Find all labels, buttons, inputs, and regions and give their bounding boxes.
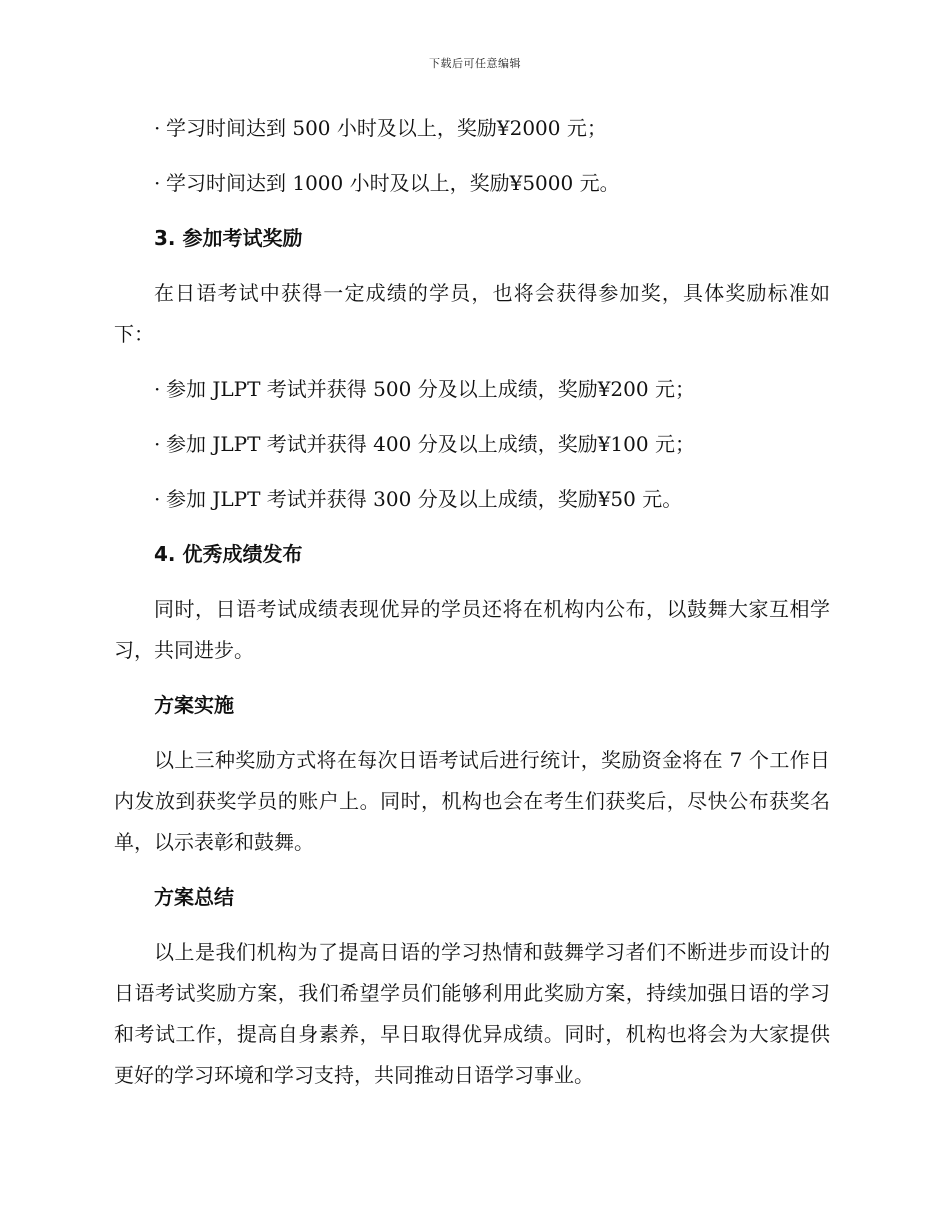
- paragraph: 在日语考试中获得一定成绩的学员，也将会获得参加奖，具体奖励标准如下：: [114, 281, 830, 346]
- paragraph: 以上是我们机构为了提高日语的学习热情和鼓舞学习者们不断进步而设计的日语考试奖励方案，我们希望学员们能够利用此奖励方案，持续加强日语的学习和考试工作，提高自身素养，早日取得优异成绩。同时，机构也将会为大家提供更好的学习环境和学习支持，共同推动日语学习事业。: [114, 940, 830, 1087]
- bullet-icon: ·: [154, 116, 161, 140]
- list-item: [154, 108, 830, 149]
- list-item-text: 参加 JLPT 考试并获得 300 分及以上成绩，奖励¥50 元。: [166, 487, 683, 511]
- section-heading: 方案实施: [154, 693, 234, 717]
- bullet-icon: ·: [154, 432, 161, 456]
- section-heading: 方案总结: [154, 885, 234, 909]
- list-item-text: 学习时间达到 500 小时及以上，奖励¥2000 元；: [166, 116, 607, 140]
- bullet-icon: ·: [154, 487, 161, 511]
- list-item: [154, 163, 830, 204]
- list-item: [154, 369, 830, 410]
- page-header-note: 下载后可任意编辑: [429, 57, 521, 70]
- list-item: [154, 424, 830, 465]
- section-heading: 3. 参加考试奖励: [154, 226, 303, 250]
- bullet-icon: ·: [154, 377, 161, 401]
- list-item-text: 学习时间达到 1000 小时及以上，奖励¥5000 元。: [166, 171, 620, 195]
- list-item: [154, 479, 830, 520]
- list-item-text: 参加 JLPT 考试并获得 400 分及以上成绩，奖励¥100 元；: [166, 432, 695, 456]
- bullet-icon: ·: [154, 171, 161, 195]
- document-body: [114, 108, 830, 1110]
- section-heading: 4. 优秀成绩发布: [154, 542, 303, 566]
- list-item-text: 参加 JLPT 考试并获得 500 分及以上成绩，奖励¥200 元；: [166, 377, 695, 401]
- paragraph: 以上三种奖励方式将在每次日语考试后进行统计，奖励资金将在 7 个工作日内发放到获奖学员的账户上。同时，机构也会在考生们获奖后，尽快公布获奖名单，以示表彰和鼓舞。: [114, 748, 830, 854]
- paragraph: 同时，日语考试成绩表现优异的学员还将在机构内公布，以鼓舞大家互相学习，共同进步。: [114, 597, 830, 662]
